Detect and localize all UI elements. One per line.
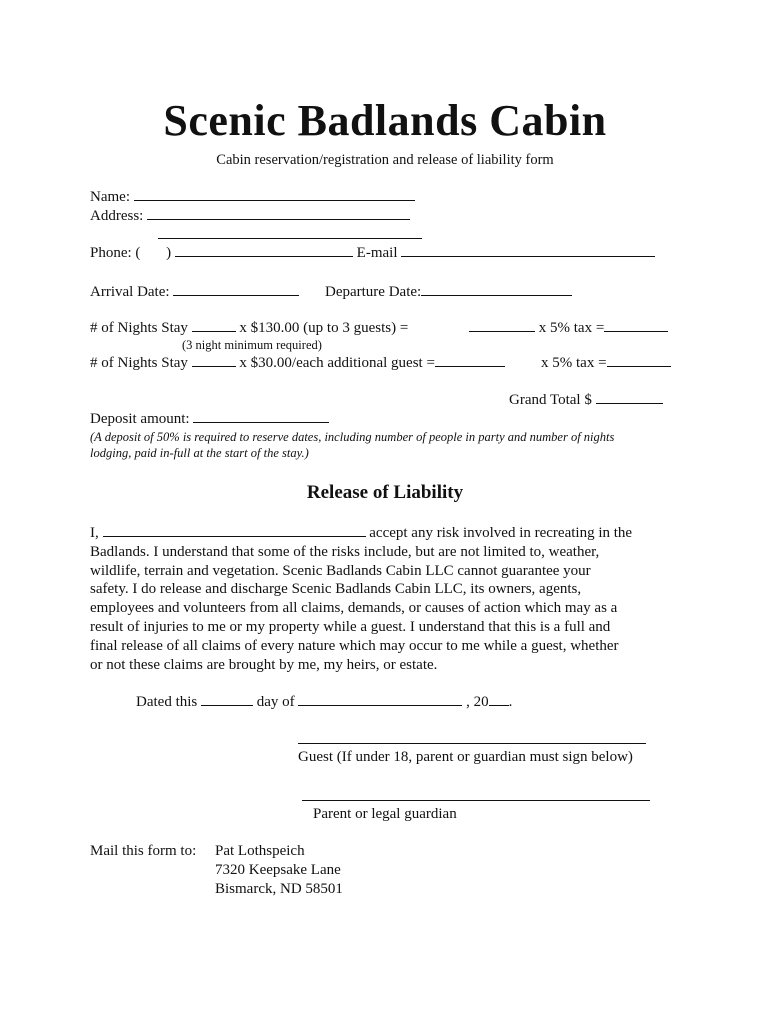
guest-signature-label: Guest (If under 18, parent or guardian must sign below) xyxy=(298,749,633,765)
nights-row-2 xyxy=(90,353,505,372)
subtotal-field-2[interactable] xyxy=(435,353,505,367)
release-suffix: accept any risk involved in recreating in the xyxy=(369,525,633,541)
mail-street: 7320 Keepsake Lane xyxy=(215,862,341,878)
dates-row xyxy=(90,282,299,301)
mail-label: Mail this form to: xyxy=(90,843,197,859)
arrival-label: Arrival Date: xyxy=(90,284,170,300)
nights-row-1 xyxy=(90,318,408,337)
departure-row xyxy=(325,282,572,301)
mail-city: Bismarck, ND 58501 xyxy=(215,881,343,897)
release-line: employees and volunteers from all claims, demands, or causes of action which may as a xyxy=(90,600,618,617)
dated-suffix-2: . xyxy=(508,694,513,710)
page-title: Scenic Badlands Cabin xyxy=(163,96,607,145)
grand-total-label: Grand Total $ xyxy=(509,392,592,408)
month-field[interactable] xyxy=(298,692,462,706)
rate-1-label: x $130.00 (up to 3 guests) = xyxy=(239,320,409,336)
deposit-note-line-2: lodging, paid in-full at the start of the stay.) xyxy=(90,446,309,460)
phone-close: ) xyxy=(166,245,172,261)
name-label: Name: xyxy=(90,189,130,205)
address-row xyxy=(90,206,410,225)
address-field-line-1[interactable] xyxy=(147,206,410,220)
deposit-label: Deposit amount: xyxy=(90,411,190,427)
year-field[interactable] xyxy=(489,692,509,706)
page-subtitle: Cabin reservation/registration and release of liability form xyxy=(216,152,554,168)
tax-label-1: x 5% tax = xyxy=(538,320,605,336)
release-prefix: I, xyxy=(90,525,99,541)
departure-date-field[interactable] xyxy=(421,282,572,296)
subtotal-field-1[interactable] xyxy=(469,318,535,332)
release-heading: Release of Liability xyxy=(306,482,464,503)
subtotal-row-1 xyxy=(469,318,668,337)
deposit-row xyxy=(90,409,329,428)
dated-prefix: Dated this xyxy=(136,694,198,710)
release-line: Badlands. I understand that some of the risks include, but are not limited to, weather, xyxy=(90,543,600,560)
phone-field[interactable] xyxy=(175,243,353,257)
nights-field-1[interactable] xyxy=(192,318,236,332)
tax-field-1[interactable] xyxy=(604,318,668,332)
release-line: safety. I do release and discharge Scenic Badlands Cabin LLC, its owners, agents, xyxy=(90,581,582,598)
min-night-note: (3 night minimum required) xyxy=(182,338,322,352)
nights-label-2: # of Nights Stay xyxy=(90,355,188,371)
phone-label: Phone: ( xyxy=(90,245,141,261)
name-field[interactable] xyxy=(134,187,415,201)
dated-row xyxy=(136,692,512,711)
email-label: E-mail xyxy=(356,245,398,261)
address-label: Address: xyxy=(90,208,144,224)
departure-label: Departure Date: xyxy=(325,284,422,300)
release-line: final release of all claims of every nature which may occur to me while a guest, whether xyxy=(90,637,619,654)
email-field[interactable] xyxy=(401,243,655,257)
grand-total-field[interactable] xyxy=(596,390,663,404)
release-paragraph xyxy=(90,523,682,674)
rate-2-label: x $30.00/each additional guest = xyxy=(239,355,435,371)
grand-total-row xyxy=(509,390,663,409)
release-line: result of injuries to me or my property while a guest. I understand that this is a full and xyxy=(90,618,611,635)
deposit-field[interactable] xyxy=(193,409,329,423)
guest-signature-line[interactable] xyxy=(298,743,646,744)
dated-suffix-1: , 20 xyxy=(466,694,489,710)
phone-row xyxy=(90,243,655,262)
release-line-1 xyxy=(90,523,682,543)
address-field-line-2[interactable] xyxy=(158,238,422,239)
arrival-date-field[interactable] xyxy=(173,282,299,296)
tax-field-2[interactable] xyxy=(607,353,671,367)
releasor-name-field[interactable] xyxy=(103,523,366,537)
release-line: or not these claims are brought by me, my heirs, or estate. xyxy=(90,656,438,673)
day-field[interactable] xyxy=(201,692,253,706)
mail-name: Pat Lothspeich xyxy=(215,843,305,859)
release-line: wildlife, terrain and vegetation. Scenic Badlands Cabin LLC cannot guarantee your xyxy=(90,562,591,579)
guardian-signature-line[interactable] xyxy=(302,800,650,801)
guardian-signature-label: Parent or legal guardian xyxy=(313,806,457,822)
nights-label-1: # of Nights Stay xyxy=(90,320,188,336)
tax-row-2 xyxy=(541,353,671,372)
nights-field-2[interactable] xyxy=(192,353,236,367)
dated-middle: day of xyxy=(256,694,295,710)
deposit-note-line-1: (A deposit of 50% is required to reserve dates, including number of people in party and number of nights xyxy=(90,430,615,444)
tax-label-2: x 5% tax = xyxy=(541,355,607,371)
name-row xyxy=(90,187,415,206)
